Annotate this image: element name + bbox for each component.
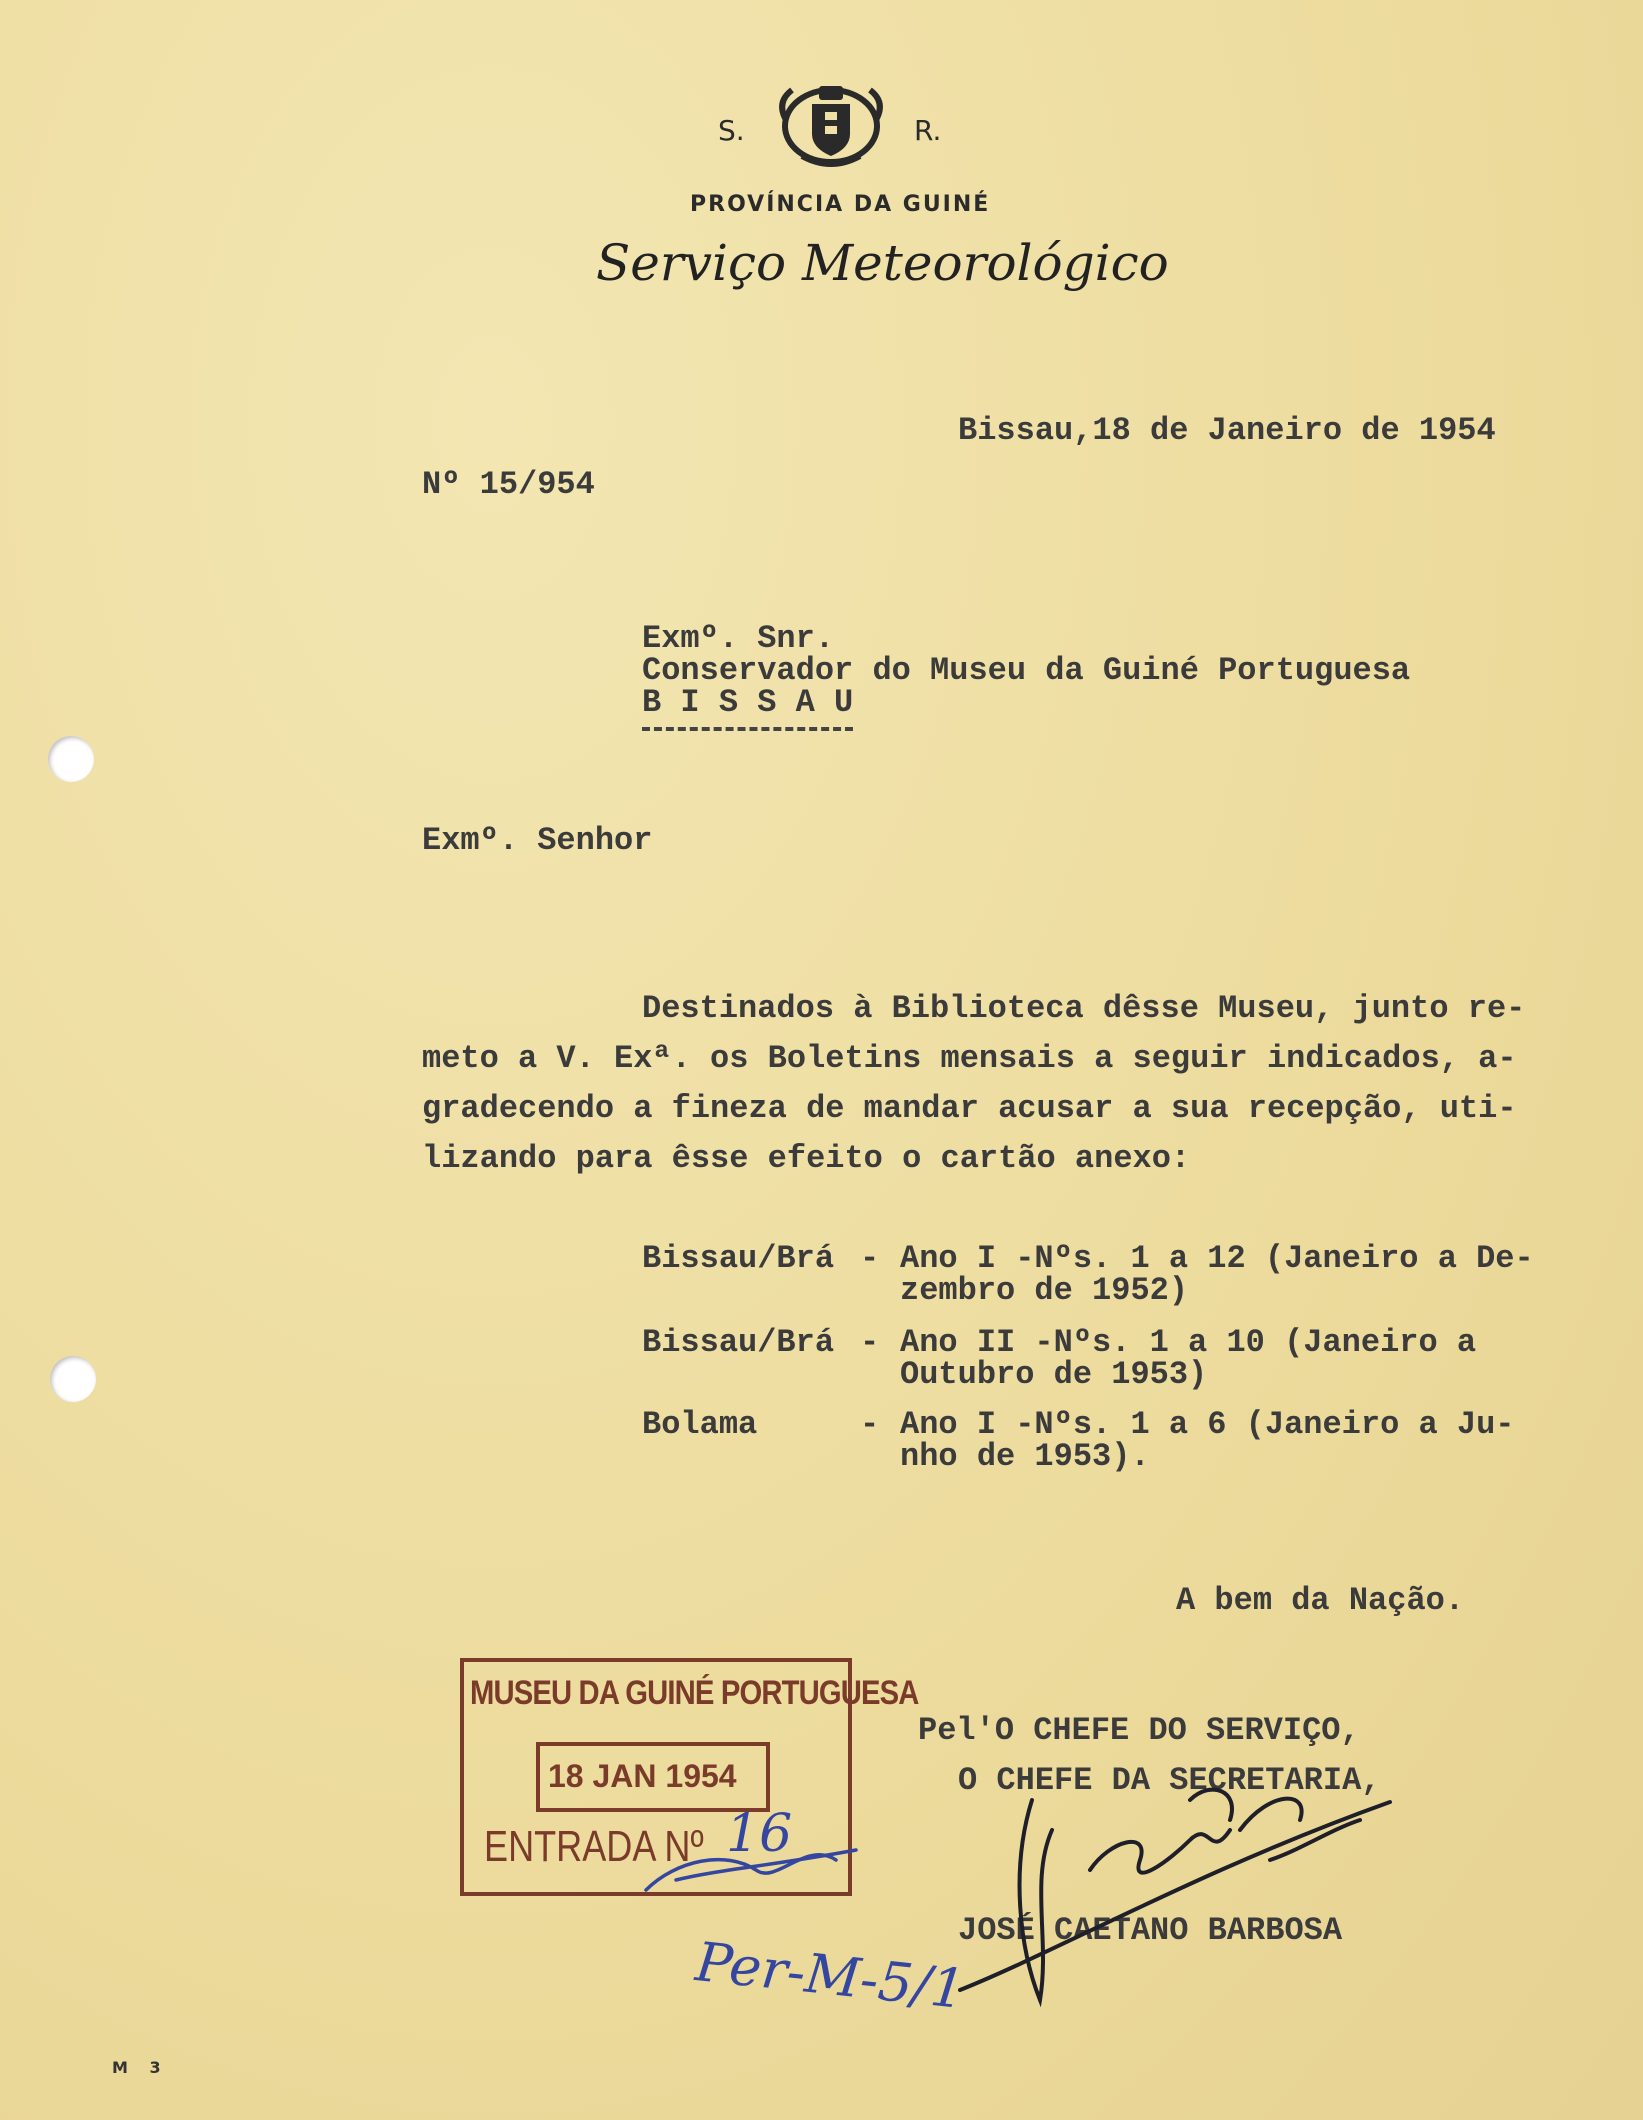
signature-line-2: O CHEFE DA SECRETARIA,	[958, 1762, 1381, 1799]
bulletin-detail: Ano I -Nºs. 1 a 12 (Janeiro a De-	[900, 1240, 1534, 1277]
signatory-name: JOSÉ CAETANO BARBOSA	[958, 1912, 1343, 1949]
closing-line: A bem da Nação.	[1176, 1582, 1465, 1619]
bulletin-detail: Ano II -Nºs. 1 a 10 (Janeiro a	[900, 1324, 1477, 1361]
punch-hole-top	[48, 736, 94, 782]
body-line-4: lizando para êsse efeito o cartão anexo:	[422, 1140, 1191, 1177]
bulletin-dash: -	[860, 1324, 880, 1361]
bulletin-dash: -	[860, 1406, 880, 1443]
punch-hole-bottom	[50, 1356, 96, 1402]
bulletin-detail: Ano I -Nºs. 1 a 6 (Janeiro a Ju-	[900, 1406, 1515, 1443]
bulletin-place: Bissau/Brá	[642, 1240, 835, 1277]
bulletin-place: Bolama	[642, 1406, 758, 1443]
stamp-entry-label: ENTRADA Nº	[484, 1822, 704, 1871]
service-name: Serviço Meteorológico	[596, 234, 1169, 292]
body-line-2: meto a V. Exª. os Boletins mensais a seguir indicados, a-	[422, 1040, 1517, 1077]
signature-line-1: Pel'O CHEFE DO SERVIÇO,	[918, 1712, 1360, 1749]
addressee-title: Exmº. Snr.	[642, 620, 835, 657]
handwritten-note: Per-M-5/1	[692, 1930, 969, 2022]
bulletin-detail-cont: zembro de 1952)	[900, 1272, 1189, 1309]
province-name: PROVÍNCIA DA GUINÉ	[690, 192, 991, 217]
salutation: Exmº. Senhor	[422, 822, 653, 859]
bulletin-place: Bissau/Brá	[642, 1324, 835, 1361]
stamp-entry-number: 16	[726, 1804, 793, 1864]
bulletin-detail-cont: Outubro de 1953)	[900, 1356, 1208, 1393]
addressee-name: Conservador do Museu da Guiné Portuguesa	[642, 652, 1411, 689]
footer-code: M 3	[112, 2058, 169, 2077]
stamp-date-box	[536, 1742, 770, 1812]
addressee-city: B I S S A U	[642, 684, 853, 731]
letterhead-left-initial: S.	[718, 114, 745, 147]
stamp-header: MUSEU DA GUINÉ PORTUGUESA	[470, 1674, 919, 1712]
body-line-1: Destinados à Biblioteca dêsse Museu, junto re-	[642, 990, 1526, 1027]
handwritten-signature	[940, 1760, 1400, 2020]
bulletin-detail-cont: nho de 1953).	[900, 1438, 1150, 1475]
pen-scribble	[636, 1830, 876, 1910]
letterhead-right-initial: R.	[914, 114, 942, 147]
body-line-3: gradecendo a fineza de mandar acusar a sua recepção, uti-	[422, 1090, 1517, 1127]
reference-number: Nº 15/954	[422, 466, 595, 503]
bulletin-dash: -	[860, 1240, 880, 1277]
coat-of-arms-icon	[772, 76, 890, 172]
stamp-date: 18 JAN 1954	[548, 1758, 737, 1794]
date-line: Bissau,18 de Janeiro de 1954	[958, 412, 1496, 449]
